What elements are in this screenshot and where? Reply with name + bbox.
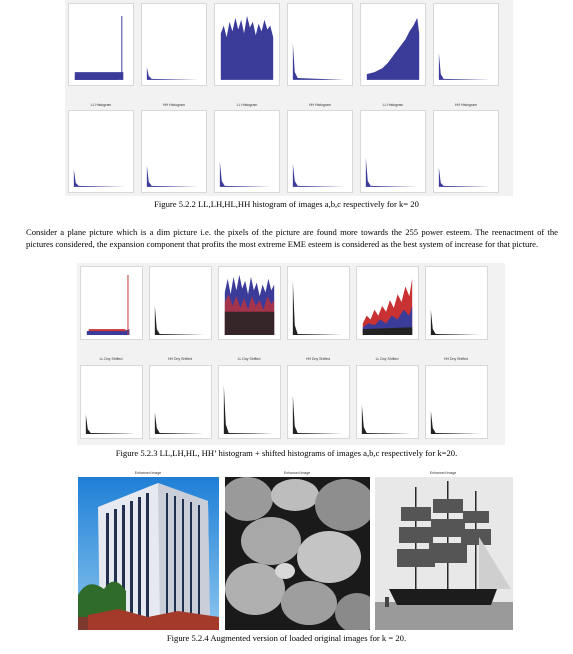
histogram-chart — [434, 4, 498, 85]
shifted-histogram-panel-b-ll — [218, 266, 281, 340]
histogram-panel-c-hh — [433, 110, 499, 193]
figure-caption-5-2-4: Figure 5.2.4 Augmented version of loaded original images for k = 20. — [166, 633, 407, 643]
histogram-panel-a-hl — [68, 110, 134, 193]
panel-title: LL Dny Shifted — [375, 357, 399, 361]
histogram-panel-b-hl — [214, 110, 280, 193]
enhanced-image-ship — [375, 477, 513, 630]
histogram-chart — [150, 366, 211, 438]
histogram-panel-c-hl — [360, 110, 426, 193]
body-paragraph: Consider a plane picture which is a dim picture i.e. the pixels of the picture are found more towards the 255 power esteem. The reenactment of the pictures considered, the expansion component that profits the most extreme EME esteem is considered as the best system of increase for that picture. — [26, 227, 558, 250]
shifted-histogram-panel-c-ll — [356, 266, 419, 340]
histogram-panel-c-lh — [433, 3, 499, 86]
histogram-chart — [426, 366, 487, 438]
figure-caption-5-2-2: Figure 5.2.2 LL,LH,HL,HH histogram of images a,b,c respectively for k= 20 — [154, 199, 419, 209]
histogram-chart — [361, 111, 425, 192]
histogram-chart — [357, 366, 418, 438]
shifted-histogram-panel-b-hh — [287, 365, 350, 439]
histogram-panel-a-hh — [141, 110, 207, 193]
figure-5-2-3 — [77, 263, 505, 445]
panel-title: LL Dny Shifted — [237, 357, 261, 361]
histogram-panel-b-ll — [214, 3, 280, 86]
histogram-panel-a-ll — [68, 3, 134, 86]
enhanced-image-pebbles — [225, 477, 370, 630]
histogram-chart — [288, 267, 349, 339]
panel-title: LL Dny Shifted — [99, 357, 123, 361]
histogram-chart — [426, 267, 487, 339]
shifted-histogram-panel-c-hl — [356, 365, 419, 439]
shifted-histogram-panel-c-hh — [425, 365, 488, 439]
histogram-chart — [150, 267, 211, 339]
histogram-chart — [81, 267, 142, 339]
panel-title: HH Histogram — [309, 103, 331, 107]
histogram-chart — [215, 111, 279, 192]
shifted-histogram-panel-a-hh — [149, 365, 212, 439]
histogram-chart — [69, 111, 133, 192]
panel-title: LL Histogram — [382, 103, 404, 107]
histogram-panel-b-hh — [287, 110, 353, 193]
histogram-chart — [219, 267, 280, 339]
figure-5-2-2 — [65, 0, 513, 196]
panel-title: HH Histogram — [163, 103, 185, 107]
histogram-panel-b-lh — [287, 3, 353, 86]
shifted-histogram-panel-a-lh — [149, 266, 212, 340]
histogram-chart — [288, 4, 352, 85]
image-title: Enhanced Image — [134, 471, 162, 475]
panel-title: HH Dny Shifted — [443, 357, 469, 361]
figure-caption-5-2-3: Figure 5.2.3 LL,LH,HL, HH’ histogram + shifted histograms of images a,b,c respectively for k=20. — [115, 448, 458, 458]
image-title: Enhanced Image — [283, 471, 311, 475]
histogram-chart — [361, 4, 425, 85]
histogram-chart — [142, 111, 206, 192]
shifted-histogram-panel-a-hl — [80, 365, 143, 439]
histogram-chart — [288, 366, 349, 438]
histogram-panel-a-lh — [141, 3, 207, 86]
histogram-chart — [357, 267, 418, 339]
histogram-chart — [69, 4, 133, 85]
histogram-panel-c-ll — [360, 3, 426, 86]
panel-title: LL Histogram — [236, 103, 258, 107]
shifted-histogram-panel-a-ll — [80, 266, 143, 340]
histogram-chart — [142, 4, 206, 85]
image-title: Enhanced Image — [429, 471, 457, 475]
panel-title: HH Dny Shifted — [305, 357, 331, 361]
panel-title: LL Histogram — [90, 103, 112, 107]
histogram-chart — [219, 366, 280, 438]
shifted-histogram-panel-c-lh — [425, 266, 488, 340]
histogram-chart — [81, 366, 142, 438]
enhanced-image-building — [78, 477, 219, 630]
panel-title: HH Histogram — [455, 103, 477, 107]
panel-title: HH Dny Shifted — [167, 357, 193, 361]
histogram-chart — [215, 4, 279, 85]
shifted-histogram-panel-b-hl — [218, 365, 281, 439]
histogram-chart — [434, 111, 498, 192]
histogram-chart — [288, 111, 352, 192]
shifted-histogram-panel-b-lh — [287, 266, 350, 340]
